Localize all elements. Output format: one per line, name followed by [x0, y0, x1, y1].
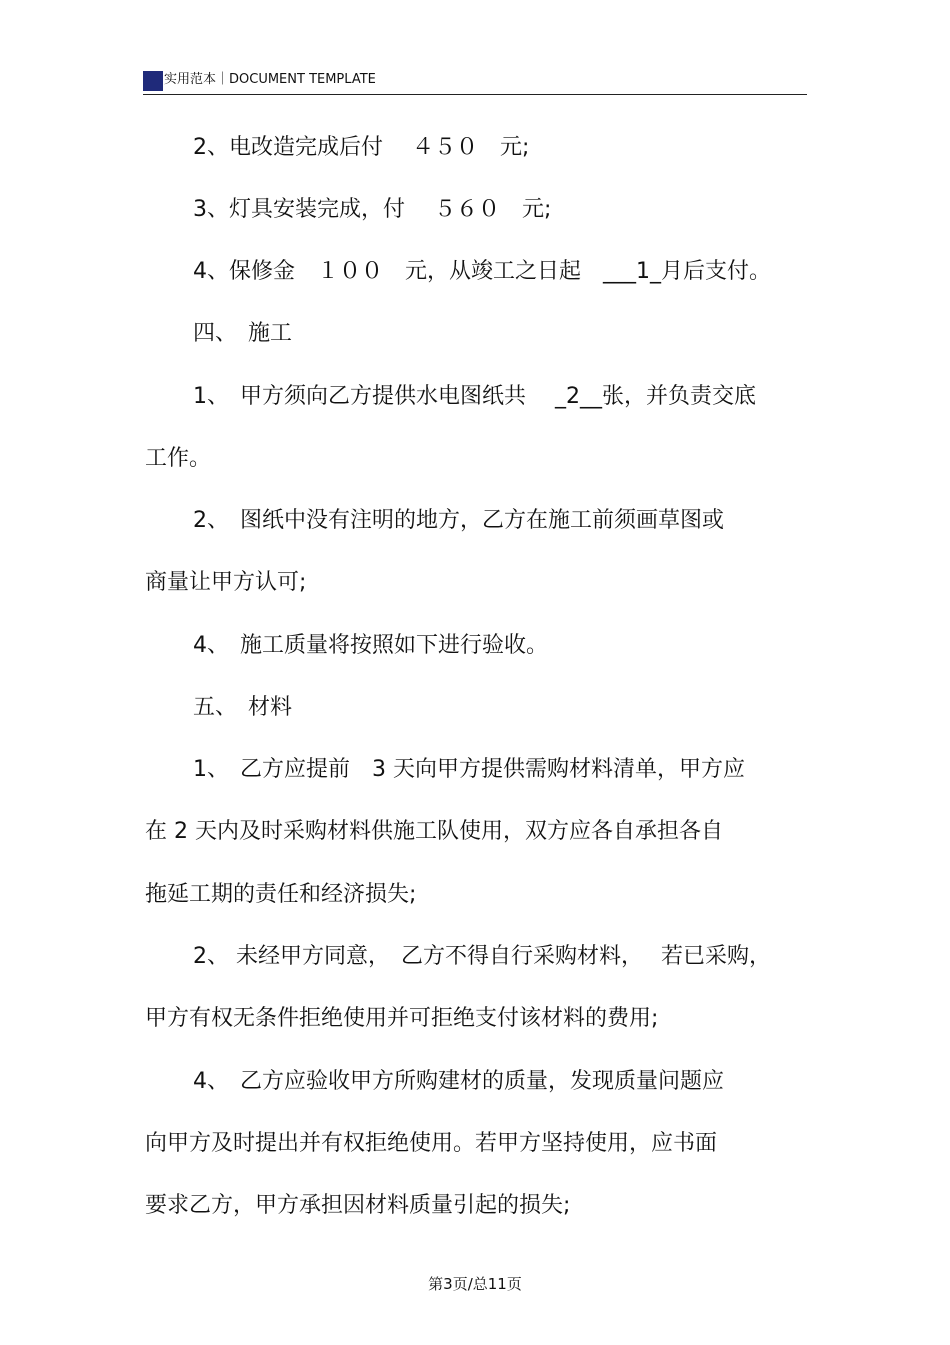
payment-item-2: 2、电改造完成后付 ４５０ 元;	[193, 135, 530, 160]
materials-item-1-cont-2: 拖延工期的责任和经济损失;	[145, 882, 417, 907]
materials-item-2-cont: 甲方有权无条件拒绝使用并可拒绝支付该材料的费用;	[145, 1006, 659, 1031]
construction-item-2-cont: 商量让甲方认可;	[145, 570, 307, 595]
construction-item-1-cont: 工作。	[145, 446, 212, 471]
payment-item-4: 4、保修金 １００ 元，从竣工之日起 ___1_月后支付。	[193, 259, 771, 284]
section-heading-materials: 五、 材料	[193, 695, 293, 720]
payment-item-3: 3、灯具安装完成，付 ５６０ 元;	[193, 197, 552, 222]
materials-item-1: 1、 乙方应提前 3 天向甲方提供需购材料清单，甲方应	[193, 757, 745, 782]
construction-item-2: 2、 图纸中没有注明的地方，乙方在施工前须画草图或	[193, 508, 724, 533]
section-heading-construction: 四、 施工	[193, 321, 293, 346]
header-logo-block	[143, 71, 163, 91]
materials-item-1-cont-1: 在 2 天内及时采购材料供施工队使用，双方应各自承担各自	[145, 819, 723, 844]
materials-item-4-cont-2: 要求乙方，甲方承担因材料质量引起的损失;	[145, 1193, 571, 1218]
page-number: 第3页/总11页	[428, 1275, 522, 1293]
construction-item-4: 4、 施工质量将按照如下进行验收。	[193, 633, 548, 658]
materials-item-4: 4、 乙方应验收甲方所购建材的质量，发现质量问题应	[193, 1069, 724, 1094]
materials-item-4-cont-1: 向甲方及时提出并有权拒绝使用。若甲方坚持使用，应书面	[145, 1131, 718, 1156]
page-header	[143, 68, 807, 95]
materials-item-2: 2、 未经甲方同意， 乙方不得自行采购材料， 若已采购，	[193, 944, 771, 969]
construction-item-1: 1、 甲方须向乙方提供水电图纸共 _2__张，并负责交底	[193, 384, 756, 409]
header-label: 实用范本｜DOCUMENT TEMPLATE	[164, 72, 376, 87]
